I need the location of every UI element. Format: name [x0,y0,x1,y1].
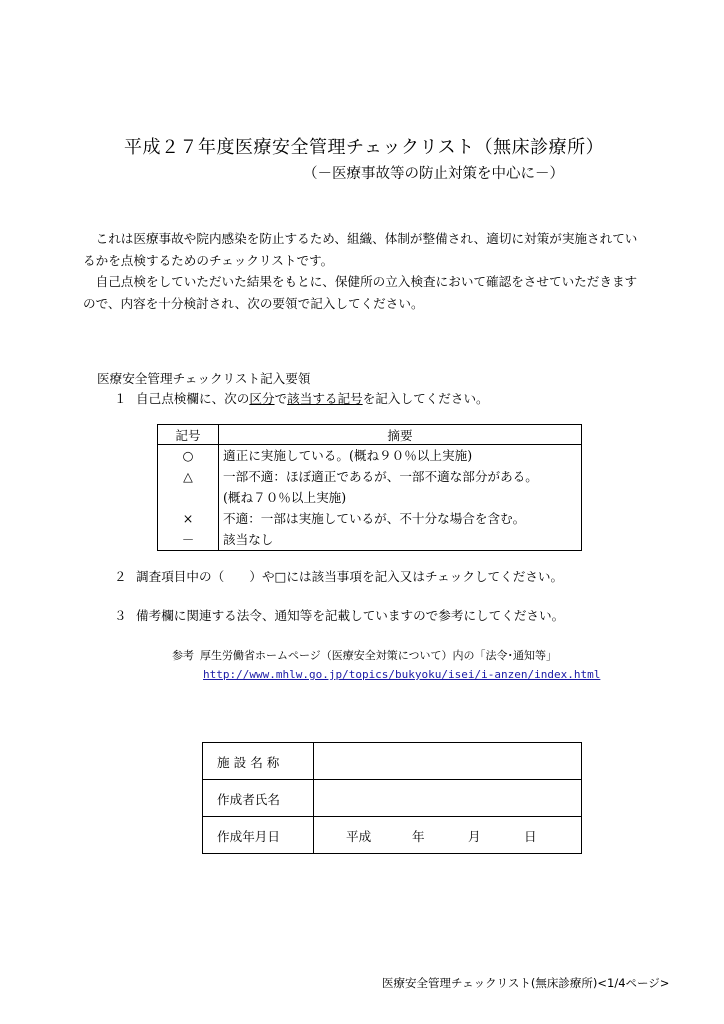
preparer-name-field[interactable] [314,780,582,817]
preparer-name-label: 作成者氏名 [203,780,314,817]
reference-note [172,647,557,663]
item-text: 備考欄に関連する法令、通知等を記載していますので参考にしてください。 [136,608,565,623]
intro-text [83,228,643,314]
facility-name-row [203,743,582,780]
item-text: を記入してください。 [362,391,489,406]
date-month: 月 [468,828,481,844]
legend-description: 不適：一部は実施しているが、不十分な場合を含む。 [219,508,582,529]
legend-description: (概ね７０％以上実施) [219,487,582,508]
intro-paragraph-2: 自己点検をしていただいた結果をもとに、保健所の立入検査において確認をさせていただきますので、内容を十分検討され、次の要領で記入してください。 [83,274,638,311]
reference-label: 参考 [172,649,194,662]
reference-link[interactable]: http://www.mhlw.go.jp/topics/bukyoku/isei/i-anzen/index.html [203,668,601,681]
legend-symbol: － [158,529,219,551]
item-number: １ [114,391,127,406]
date-row [203,817,582,854]
legend-row [158,508,582,529]
item-text: で [274,391,288,406]
legend-row [158,529,582,551]
underlined-text: 該当する [287,391,338,406]
legend-header-description: 摘要 [219,425,582,445]
symbol-legend-table [157,424,582,551]
legend-symbol: × [158,508,219,529]
item-text: 調査項目中の（ ）や□には該当事項を記入又はチェックしてください。 [136,569,564,584]
item-text: 自己点検欄に、次の [136,391,250,406]
reference-text: 厚生労働省ホームページ（医療安全対策について）内の「法令･通知等」 [200,649,558,662]
instructions-heading: 医療安全管理チェックリスト記入要領 [97,371,311,386]
date-day: 日 [524,828,537,844]
item-number: ３ [114,608,127,623]
underlined-text: 記号 [337,391,363,406]
page-title: 平成２７年度医療安全管理チェックリスト（無床診療所） [124,137,605,158]
date-year: 年 [412,828,425,844]
legend-header-row [158,425,582,445]
legend-symbol: △ [158,466,219,487]
legend-header-symbol: 記号 [158,425,219,445]
underlined-text: 区分 [249,391,275,406]
instruction-item-1 [114,388,489,407]
date-label: 作成年月日 [203,817,314,854]
legend-row [158,445,582,467]
legend-row [158,466,582,487]
instruction-item-2 [114,566,563,585]
legend-description: 一部不適：ほぼ適正であるが、一部不適な部分がある。 [219,466,582,487]
legend-description: 適正に実施している。(概ね９０％以上実施) [219,445,582,467]
item-number: ２ [114,569,127,584]
page-subtitle: （－医療事故等の防止対策を中心に－） [303,166,564,182]
facility-info-table [202,742,582,854]
facility-name-field[interactable] [314,743,582,780]
intro-paragraph-1: これは医療事故や院内感染を防止するため、組織、体制が整備され、適切に対策が実施されているかを点検するためのチェックリストです。 [83,231,638,268]
page-footer: 医療安全管理チェックリスト(無床診療所)<1/4ページ> [382,976,670,990]
legend-symbol [158,487,219,508]
instruction-item-3 [114,605,564,624]
legend-symbol: ○ [158,445,219,467]
date-era: 平成 [346,828,372,844]
legend-row [158,487,582,508]
facility-name-label: 施設名称 [203,743,314,780]
date-field[interactable] [314,817,582,854]
preparer-row [203,780,582,817]
legend-description: 該当なし [219,529,582,551]
